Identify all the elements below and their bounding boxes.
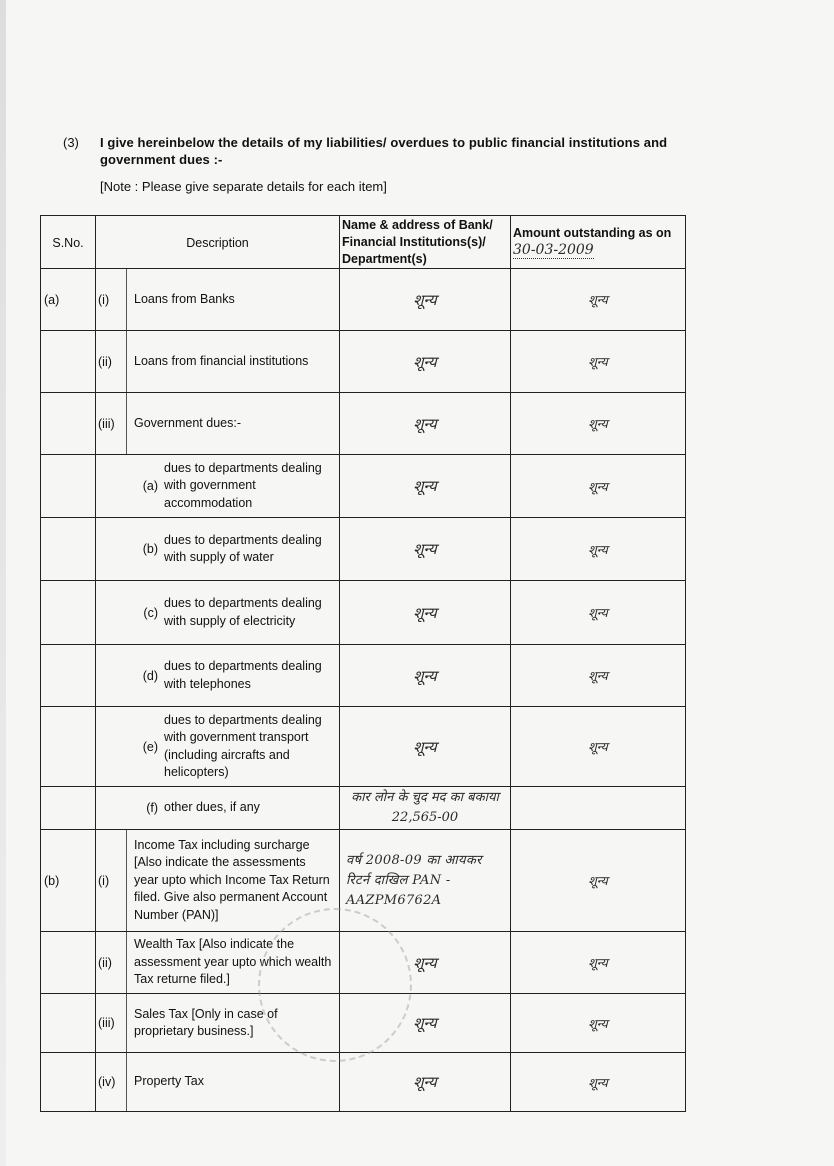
table-row xyxy=(41,1053,686,1112)
row-bank: शून्य xyxy=(340,707,511,787)
row-sno xyxy=(41,581,96,645)
table-row xyxy=(41,393,686,455)
row-divider xyxy=(126,331,127,392)
row-amount: शून्य xyxy=(511,331,686,393)
row-description xyxy=(96,518,340,581)
row-sno xyxy=(41,331,96,393)
row-sno xyxy=(41,455,96,518)
row-subnumber: (i) xyxy=(98,292,110,307)
row-description xyxy=(96,645,340,707)
row-bank: शून्य xyxy=(340,994,511,1053)
row-sno xyxy=(41,1053,96,1112)
row-bank: शून्य xyxy=(340,581,511,645)
row-sno xyxy=(41,645,96,707)
row-description xyxy=(96,1053,340,1112)
row-description-text: dues to departments dealing with telephones xyxy=(164,659,322,691)
row-sno xyxy=(41,707,96,787)
table-row xyxy=(41,269,686,331)
row-amount: शून्य xyxy=(511,932,686,994)
row-bank: शून्य xyxy=(340,331,511,393)
section-note: [Note : Please give separate details for each item] xyxy=(100,179,387,194)
table-row xyxy=(41,645,686,707)
row-description-text: other dues, if any xyxy=(164,800,260,815)
row-divider xyxy=(126,393,127,454)
row-bank: वर्ष 2008-09 का आयकर रिटर्न दाखिल PAN - AAZPM6762A xyxy=(340,830,511,932)
row-amount: शून्य xyxy=(511,645,686,707)
row-sno xyxy=(41,393,96,455)
row-sno xyxy=(41,787,96,830)
row-subnumber: (f) xyxy=(146,801,158,815)
row-bank: शून्य xyxy=(340,393,511,455)
row-amount: शून्य xyxy=(511,1053,686,1112)
row-description-text: Income Tax including surcharge [Also indicate the assessments year upto which Income Tax Return filed. Give also permanent Account Number (PAN)] xyxy=(134,837,330,922)
row-description-text: Wealth Tax [Also indicate the assessment year upto which wealth Tax returne filed.] xyxy=(134,937,332,987)
row-description-text: dues to departments dealing with government accommodation xyxy=(164,460,322,510)
table-row xyxy=(41,455,686,518)
row-bank: शून्य xyxy=(340,645,511,707)
header-sno: S.No. xyxy=(41,216,96,269)
row-sno: (b) xyxy=(41,830,96,932)
row-divider xyxy=(126,269,127,330)
row-subnumber: (b) xyxy=(142,542,158,556)
header-bank xyxy=(340,216,511,269)
row-description-text: dues to departments dealing with government transport (including aircrafts and helicopters) xyxy=(164,712,322,779)
row-amount xyxy=(511,787,686,830)
row-divider xyxy=(126,932,127,993)
row-bank: शून्य xyxy=(340,455,511,518)
row-description xyxy=(96,787,340,830)
row-sno: (a) xyxy=(41,269,96,331)
row-bank: शून्य xyxy=(340,269,511,331)
row-subnumber: (ii) xyxy=(98,955,112,970)
row-description-text: Loans from Banks xyxy=(134,291,235,306)
scan-edge xyxy=(0,0,6,1166)
row-description-text: dues to departments dealing with supply of electricity xyxy=(164,596,322,628)
row-amount: शून्य xyxy=(511,830,686,932)
row-description xyxy=(96,269,340,331)
header-row xyxy=(41,216,686,269)
row-subnumber: (c) xyxy=(143,605,158,620)
row-description xyxy=(96,707,340,787)
row-amount: शून्य xyxy=(511,393,686,455)
row-amount: शून्य xyxy=(511,994,686,1053)
row-amount: शून्य xyxy=(511,455,686,518)
header-amount-text: Amount outstanding as on xyxy=(513,226,672,240)
row-description-text: Property Tax xyxy=(134,1074,204,1089)
row-subnumber: (e) xyxy=(142,739,158,754)
row-divider xyxy=(126,994,127,1052)
row-subnumber: (a) xyxy=(142,479,158,493)
row-bank: शून्य xyxy=(340,932,511,994)
row-bank: कार लोन के चुद मद का बकाया 22,565-00 xyxy=(340,787,511,830)
stamp-seal xyxy=(258,908,412,1062)
header-description: Description xyxy=(96,216,340,269)
header-amount-date: 30-03-2009 xyxy=(513,242,594,258)
header-amount xyxy=(511,216,686,269)
row-divider xyxy=(126,830,127,931)
row-description xyxy=(96,455,340,518)
section-number: (3) xyxy=(63,135,79,150)
header-bank-text: Name & address of Bank/ Financial Institutions(s)/ Department(s) xyxy=(342,217,493,266)
table-row xyxy=(41,787,686,830)
row-amount: शून्य xyxy=(511,518,686,581)
section-intro: I give hereinbelow the details of my liabilities/ overdues to public financial institutions and government dues :- xyxy=(100,135,668,167)
table-row xyxy=(41,331,686,393)
row-bank: शून्य xyxy=(340,1053,511,1112)
row-amount: शून्य xyxy=(511,707,686,787)
row-sno xyxy=(41,518,96,581)
row-divider xyxy=(126,1053,127,1111)
row-sno xyxy=(41,932,96,994)
row-description xyxy=(96,393,340,455)
row-amount: शून्य xyxy=(511,269,686,331)
row-description xyxy=(96,581,340,645)
table-row xyxy=(41,581,686,645)
row-subnumber: (i) xyxy=(98,873,110,888)
row-subnumber: (iii) xyxy=(98,1016,115,1030)
row-description-text: Loans from financial institutions xyxy=(134,353,309,368)
row-subnumber: (d) xyxy=(142,668,158,683)
row-description-text: dues to departments dealing with supply of water xyxy=(164,532,322,564)
row-amount: शून्य xyxy=(511,581,686,645)
row-subnumber: (iii) xyxy=(98,416,115,431)
row-description-text: Government dues:- xyxy=(134,415,241,430)
row-subnumber: (iv) xyxy=(98,1075,116,1089)
row-bank: शून्य xyxy=(340,518,511,581)
row-sno xyxy=(41,994,96,1053)
row-subnumber: (ii) xyxy=(98,354,112,369)
table-row xyxy=(41,518,686,581)
table-row xyxy=(41,707,686,787)
row-description xyxy=(96,331,340,393)
row-description-text: Sales Tax [Only in case of proprietary business.] xyxy=(134,1006,278,1038)
